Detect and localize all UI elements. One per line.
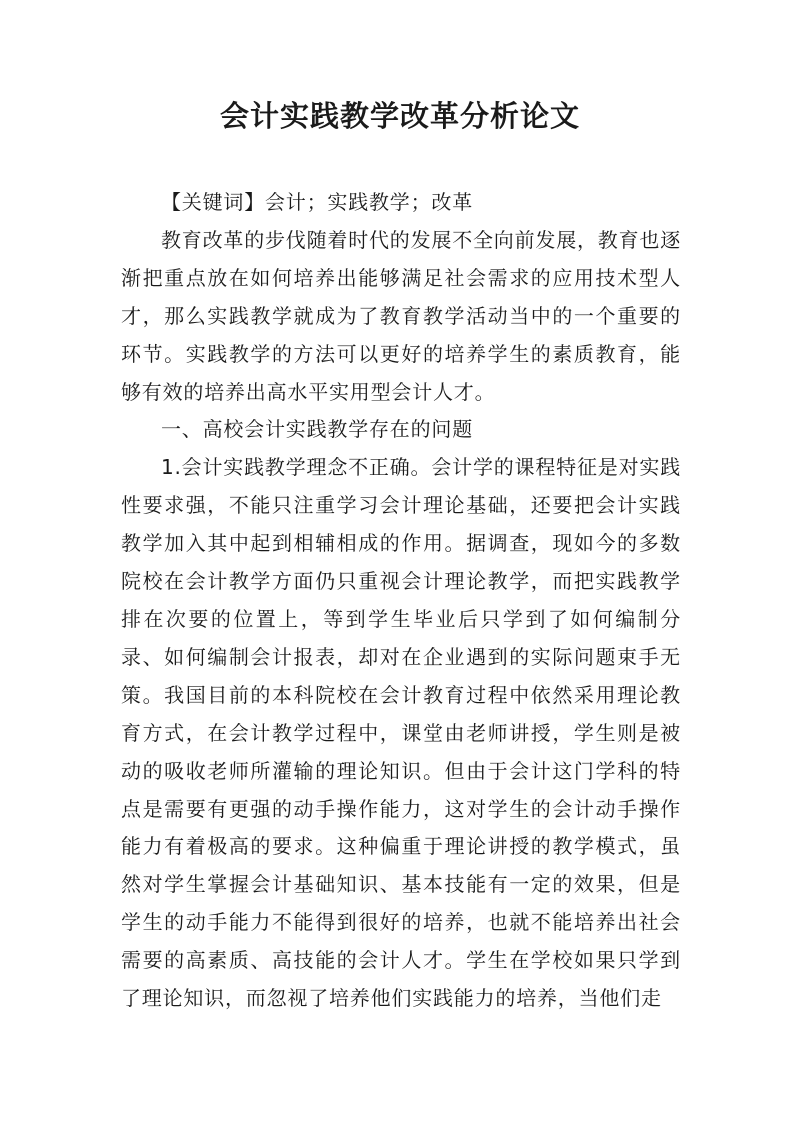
document-body (121, 184, 681, 1018)
document-title: 会计实践教学改革分析论文 (219, 99, 580, 133)
keywords-paragraph: 【关键词】会计；实践教学；改革 (161, 190, 473, 214)
body-paragraph: 1.会计实践教学理念不正确。会计学的课程特征是对实践性要求强，不能只注重学习会计理论基础，还要把会计实践教学加入其中起到相辅相成的作用。据调查，现如今的多数院校在会计教学方面仍只重视会计理论教学，而把实践教学排在次要的位置上，等到学生毕业后只学到了如何编制分录、如何编制会计报表，却对在企业遇到的实际问题束手无策。我国目前的本科院校在会计教育过程中依然采用理论教育方式，在会计教学过程中，课堂由老师讲授，学生则是被动的吸收老师所灌输的理论知识。但由于会计这门学科的特点是需要有更强的动手操作能力，这对学生的会计动手操作能力有着极高的要求。这种偏重于理论讲授的教学模式，虽然对学生掌握会计基础知识、基本技能有一定的效果，但是学生的动手能力不能得到很好的培养，也就不能培养出社会需要的高素质、高技能的会计人才。学生在学校如果只学到了理论知识，而忽视了培养他们实践能力的培养，当他们走 (121, 455, 681, 1011)
intro-paragraph: 教育改革的步伐随着时代的发展不全向前发展，教育也逐渐把重点放在如何培养出能够满足社会需求的应用技术型人才，那么实践教学就成为了教育教学活动当中的一个重要的环节。实践教学的方法可以更好的培养学生的素质教育，能够有效的培养出高水平实用型会计人才。 (121, 227, 681, 404)
section-heading: 一、高校会计实践教学存在的问题 (161, 417, 473, 442)
